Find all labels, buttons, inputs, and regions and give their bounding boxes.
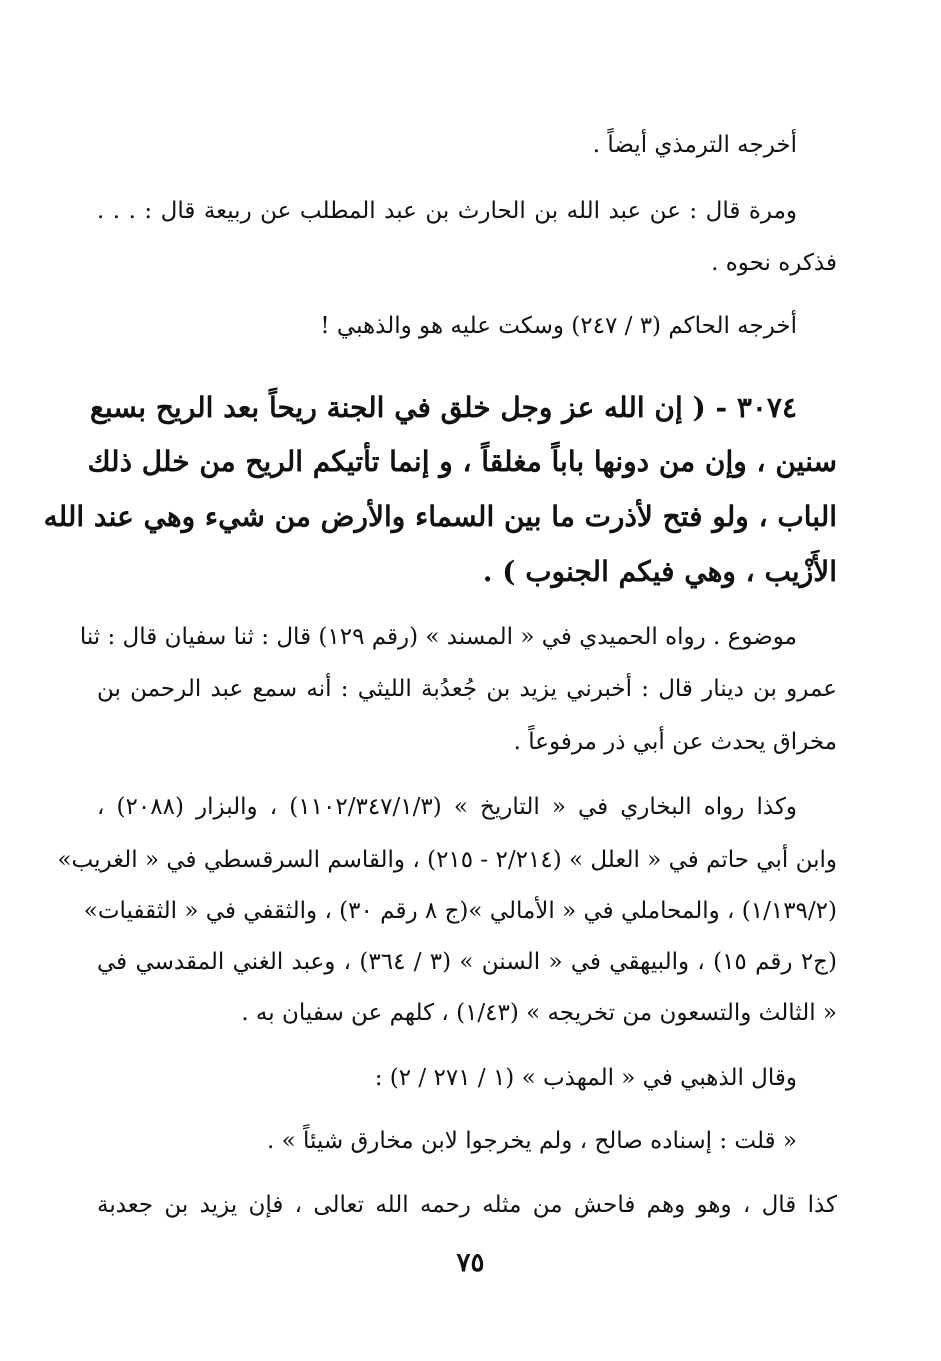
text-line-3: فذكره نحوه . bbox=[711, 250, 837, 276]
text-line-13: وقال الذهبي في « المهذب » (١ / ٢٧١ / ٢) : bbox=[374, 1065, 797, 1091]
hadith-line-2: سنين ، وإن من دونها باباً مغلقاً ، و إنما تأتيكم الريح من خلل ذلك bbox=[87, 445, 837, 478]
text-line-1: أخرجه الترمذي أيضاً . bbox=[592, 132, 797, 158]
text-line-5: موضوع . رواه الحميدي في « المسند » (رقم ١٢٩) قال : ثنا سفيان قال : ثنا bbox=[79, 624, 797, 650]
text-line-6: عمرو بن دينار قال : أخبرني يزيد بن جُعدُبة الليثي : أنه سمع عبد الرحمن بن bbox=[97, 676, 837, 702]
text-line-2: ومرة قال : عن عبد الله بن الحارث بن عبد المطلب عن ربيعة قال : . . . bbox=[97, 198, 797, 224]
hadith-line-3: الباب ، ولو فتح لأذرت ما بين السماء والأرض من شيء وهي عند الله bbox=[43, 500, 837, 533]
text-line-4: أخرجه الحاكم (٣ / ٢٤٧) وسكت عليه هو والذهبي ! bbox=[320, 313, 797, 339]
text-line-15: كذا قال ، وهو وهم فاحش من مثله رحمه الله تعالى ، فإن يزيد بن جعدبة bbox=[97, 1192, 837, 1218]
text-line-11: (ج٢ رقم ١٥) ، والبيهقي في « السنن » (٣ / ٣٦٤) ، وعبد الغني المقدسي في bbox=[97, 949, 837, 975]
hadith-line-4: الأَزْيب ، وهي فيكم الجنوب ) . bbox=[482, 555, 837, 588]
text-line-12: « الثالث والتسعون من تخريجه » (١/٤٣) ، كلهم عن سفيان به . bbox=[241, 1000, 837, 1026]
text-line-7: مخراق يحدث عن أبي ذر مرفوعاً . bbox=[513, 729, 837, 755]
text-line-8: وكذا رواه البخاري في « التاريخ » (١١٠٢/٣٤٧/١/٣) ، والبزار (٢٠٨٨) ، bbox=[97, 794, 797, 820]
text-line-9: وابن أبي حاتم في « العلل » (٢/٢١٤ - ٢١٥) ، والقاسم السرقسطي في « الغريب» bbox=[57, 847, 837, 873]
text-line-10: (١/١٣٩/٢) ، والمحاملي في « الأمالي »(ج ٨ رقم ٣٠) ، والثقفي في « الثقفيات» bbox=[83, 898, 837, 924]
text-line-14: « قلت : إسناده صالح ، ولم يخرجوا لابن مخارق شيئاً » . bbox=[266, 1128, 797, 1154]
hadith-line-1: ٣٠٧٤ - ( إن الله عز وجل خلق في الجنة ريحاً بعد الريح بسبع bbox=[89, 391, 797, 424]
page-number: ٧٥ bbox=[456, 1248, 485, 1278]
